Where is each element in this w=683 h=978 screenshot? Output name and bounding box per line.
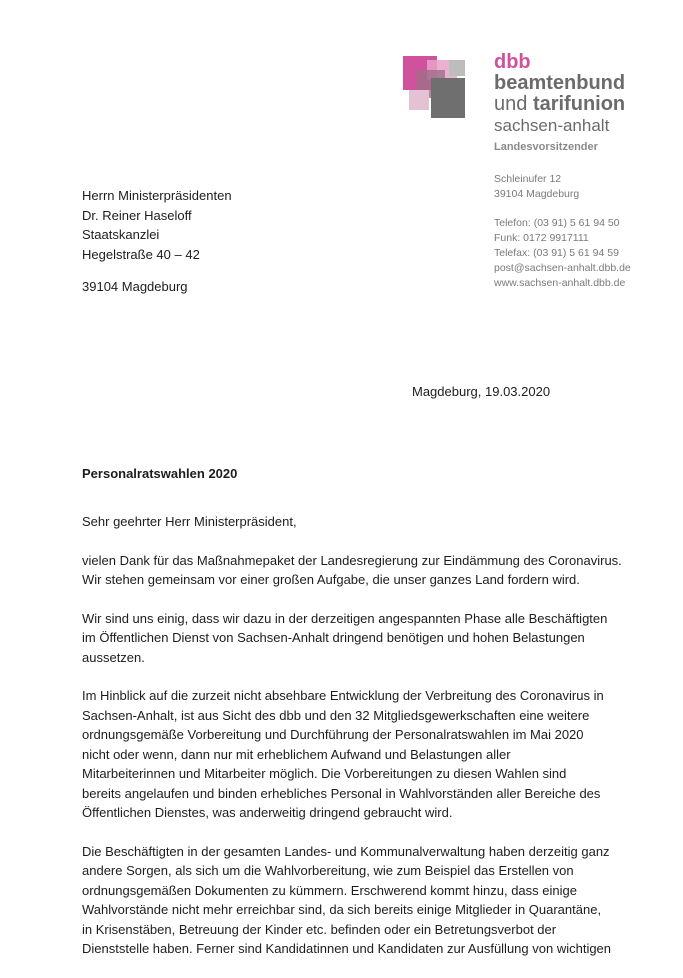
brand-role: Landesvorsitzender bbox=[494, 141, 598, 153]
paragraph-2 bbox=[82, 609, 652, 668]
paragraph-line: Wir stehen gemeinsam vor einer großen Aufgabe, die unser ganzes Land fordern wird. bbox=[82, 572, 580, 587]
paragraph-line: Öffentlichen Dienstes, was anderweitig dringend gebraucht wird. bbox=[82, 805, 453, 820]
letter-subject: Personalratswahlen 2020 bbox=[82, 466, 238, 481]
paragraph-line: Wahlvorstände nicht mehr erreichbar sind, da sich bereits einige Mitglieder in Quarantäne, bbox=[82, 902, 602, 917]
paragraph-1 bbox=[82, 551, 652, 590]
brand-beamtenbund: beamtenbund bbox=[494, 72, 626, 94]
logo-square-lightgray bbox=[449, 60, 465, 76]
paragraph-line: ordnungsgemäßen Dokumenten zu kümmern. Erschwerend kommt hinzu, dass einige bbox=[82, 882, 577, 898]
recipient-line-5: 39104 Magdeburg bbox=[82, 279, 188, 294]
recipient-line-3: Staatskanzlei bbox=[82, 227, 160, 242]
paragraph-line: nicht oder wenn, dann nur mit erheblichem Aufwand und Belastungen aller bbox=[82, 746, 511, 762]
paragraph-line: im Öffentlichen Dienst von Sachsen-Anhalt dringend benötigen und hohen Belastungen bbox=[82, 630, 585, 645]
sender-telefax: Telefax: (03 91) 5 61 94 59 bbox=[494, 247, 619, 259]
paragraph-line: aussetzen. bbox=[82, 649, 145, 665]
paragraph-line: andere Sorgen, als sich um die Wahlvorbereitung, wie zum Beispiel das Erstellen von bbox=[82, 863, 574, 878]
paragraph-line: Dienststelle haben. Ferner sind Kandidatinnen und Kandidaten zur Ausfüllung von wichtigen bbox=[82, 941, 612, 956]
paragraph-4 bbox=[82, 842, 652, 959]
recipient-line-4: Hegelstraße 40 – 42 bbox=[82, 246, 200, 262]
sender-city: 39104 Magdeburg bbox=[494, 188, 580, 200]
paragraph-line: Im Hinblick auf die zurzeit nicht absehbare Entwicklung der Verbreitung des Coronavirus in bbox=[82, 688, 604, 703]
recipient-line-1: Herrn Ministerpräsidenten bbox=[82, 188, 232, 203]
dbb-logo-mark bbox=[403, 56, 465, 118]
sender-street: Schleinufer 12 bbox=[494, 173, 562, 185]
letterhead-brand bbox=[494, 52, 625, 153]
paragraph-line: Wir sind uns einig, dass wir dazu in der derzeitigen angespannten Phase alle Beschäftigten bbox=[82, 610, 608, 626]
paragraph-line: Die Beschäftigten in der gesamten Landes- und Kommunalverwaltung haben derzeitig ganz bbox=[82, 843, 610, 859]
recipient-address bbox=[82, 186, 232, 297]
sender-funk: Funk: 0172 9917111 bbox=[494, 232, 589, 244]
paragraph-line: ordnungsgemäße Vorbereitung und Durchführung der Personalratswahlen im Mai 2020 bbox=[82, 727, 584, 742]
logo-square-faint bbox=[409, 90, 429, 110]
sender-telefon: Telefon: (03 91) 5 61 94 50 bbox=[494, 217, 620, 229]
brand-und: und bbox=[494, 93, 533, 115]
sender-web: www.sachsen-anhalt.dbb.de bbox=[494, 277, 626, 289]
letter-date: Magdeburg, 19.03.2020 bbox=[412, 384, 551, 399]
paragraph-line: Sachsen-Anhalt, ist aus Sicht des dbb und den 32 Mitgliedsgewerkschaften eine weitere bbox=[82, 707, 590, 723]
logo-square-gray bbox=[431, 78, 465, 118]
paragraph-line: Mitarbeiterinnen und Mitarbeiter möglich. Die Vorbereitungen zu diesen Wahlen sind bbox=[82, 766, 567, 781]
letter-body bbox=[82, 512, 652, 978]
brand-region: sachsen-anhalt bbox=[494, 116, 610, 135]
salutation: Sehr geehrter Herr Ministerpräsident, bbox=[82, 514, 297, 529]
paragraph-line: bereits angelaufen und binden erhebliches Personal in Wahlvorständen aller Bereiche des bbox=[82, 785, 601, 801]
brand-tarifunion-bold: tarifunion bbox=[532, 93, 626, 115]
paragraph-line: in Krisenstäben, Betreuung der Kinder etc. befinden oder ein Betretungsverbot der bbox=[82, 921, 557, 937]
paragraph-3 bbox=[82, 686, 652, 823]
paragraph-line: vielen Dank für das Maßnahmepaket der Landesregierung zur Eindämmung des Coronavirus. bbox=[82, 552, 622, 568]
sender-contact bbox=[494, 172, 631, 291]
recipient-line-2: Dr. Reiner Haseloff bbox=[82, 207, 192, 223]
brand-dbb: dbb bbox=[494, 51, 531, 73]
sender-email: post@sachsen-anhalt.dbb.de bbox=[494, 262, 631, 274]
brand-tarifunion bbox=[494, 94, 625, 114]
